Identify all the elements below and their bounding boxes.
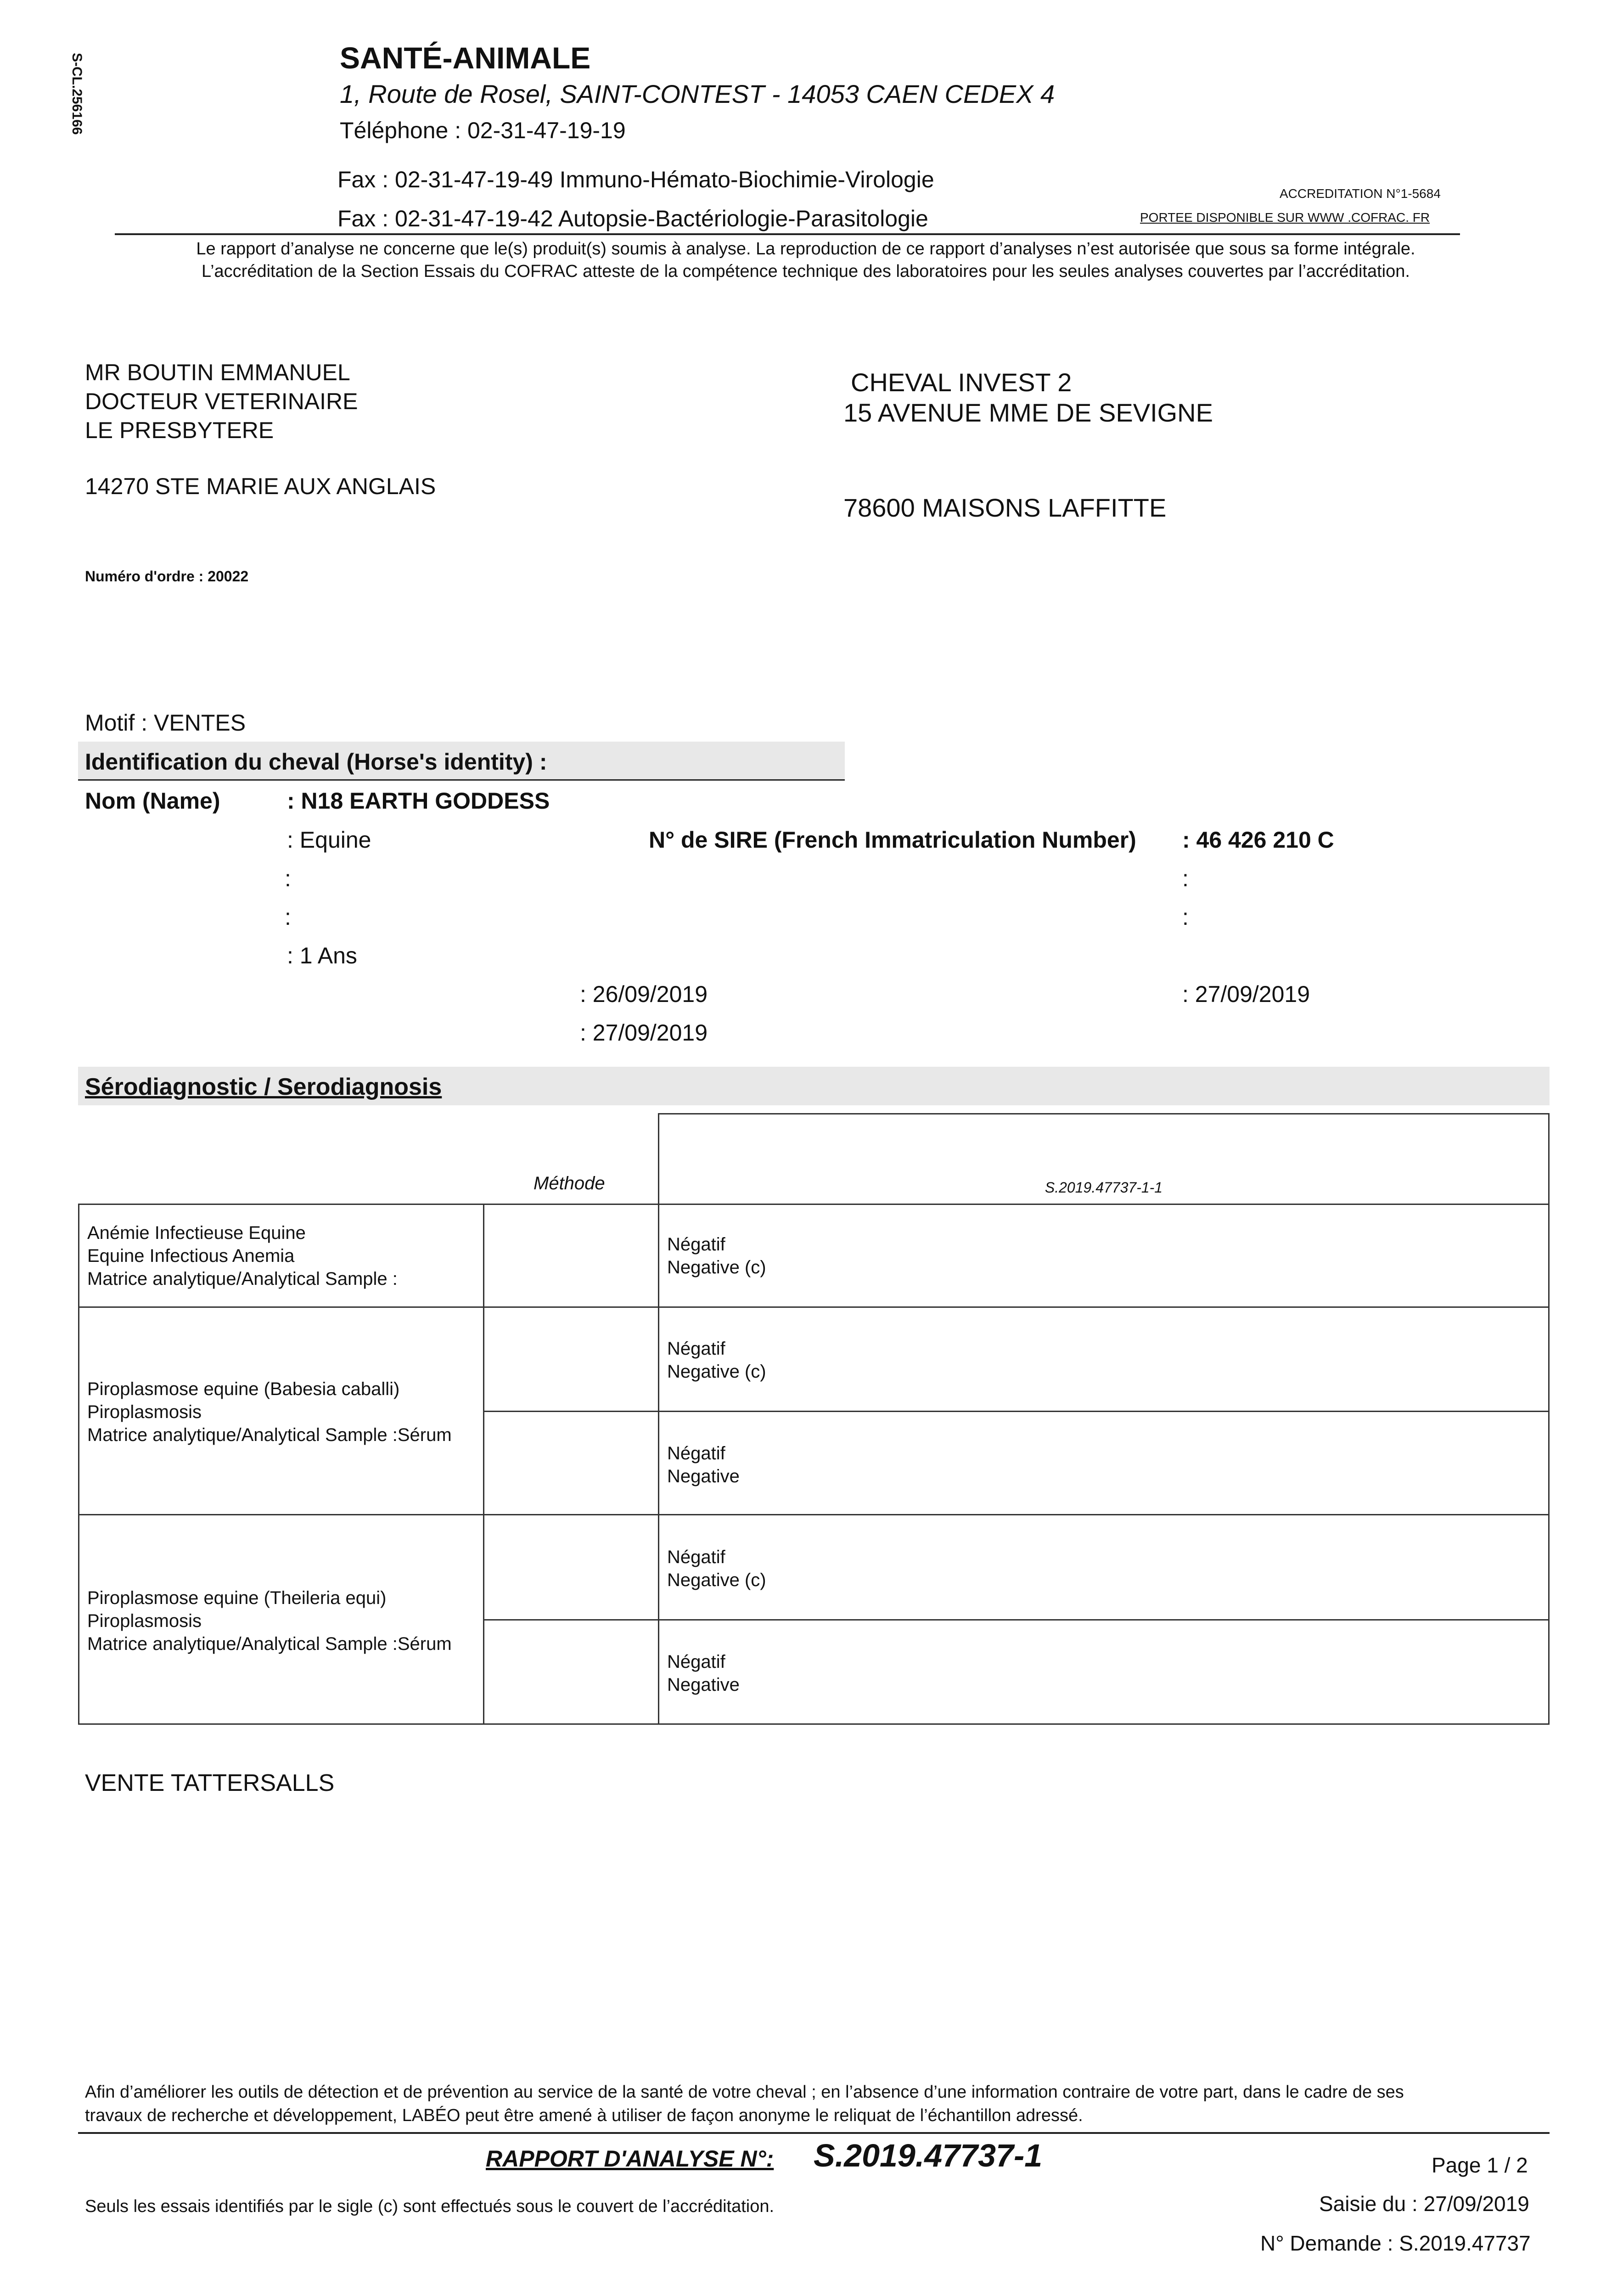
method-cell: [483, 1619, 659, 1725]
order-number: Numéro d'ordre : 20022: [85, 568, 249, 585]
age: : 1 Ans: [287, 943, 357, 968]
test-description: [87, 1378, 452, 1446]
field-colon: :: [285, 866, 291, 891]
request-number: N° Demande : S.2019.47737: [1260, 2231, 1531, 2255]
field-colon: :: [1182, 904, 1189, 930]
methode-header: Méthode: [534, 1173, 605, 1193]
result-cell: [658, 1619, 1550, 1725]
field-colon: :: [1182, 866, 1189, 891]
serodiagnostic-title: Sérodiagnostic / Serodiagnosis: [85, 1074, 442, 1100]
method-cell: [483, 1306, 659, 1412]
test-result: [667, 1442, 740, 1488]
result-fr: Négatif: [667, 1339, 725, 1359]
result-cell: [658, 1204, 1550, 1308]
page-number: Page 1 / 2: [1432, 2153, 1528, 2177]
sire-number: : 46 426 210 C: [1182, 827, 1334, 853]
result-en: Negative: [667, 1466, 740, 1486]
result-en: Negative (c): [667, 1257, 766, 1277]
test-result: [667, 1650, 740, 1696]
header-divider: [115, 233, 1460, 235]
recipient-line: CHEVAL INVEST 2: [851, 368, 1072, 397]
date-field: : 27/09/2019: [580, 1020, 708, 1046]
identification-underline: [78, 779, 845, 781]
result-fr: Négatif: [667, 1652, 725, 1672]
test-result: [667, 1546, 766, 1592]
test-line: Piroplasmosis: [87, 1611, 202, 1631]
recipient-line: 78600 MAISONS LAFFITTE: [843, 493, 1167, 522]
date-field: : 27/09/2019: [1182, 981, 1310, 1007]
entry-date: Saisie du : 27/09/2019: [1319, 2192, 1529, 2216]
test-line: Matrice analytique/Analytical Sample :: [87, 1269, 398, 1289]
sale-comment: VENTE TATTERSALLS: [85, 1770, 335, 1796]
identification-title: Identification du cheval (Horse's identity) :: [85, 749, 547, 775]
result-fr: Négatif: [667, 1547, 725, 1567]
lab-address: 1, Route de Rosel, SAINT-CONTEST - 14053 CAEN CEDEX 4: [340, 79, 1055, 108]
result-fr: Négatif: [667, 1234, 725, 1255]
result-en: Negative: [667, 1675, 740, 1695]
species: : Equine: [287, 827, 371, 853]
test-result: [667, 1337, 766, 1383]
lab-fax-2: Fax : 02-31-47-19-42 Autopsie-Bactériologie-Parasitologie: [337, 206, 928, 231]
report-number: S.2019.47737-1: [814, 2138, 1043, 2173]
sender-line: DOCTEUR VETERINAIRE: [85, 388, 358, 414]
footer-note: Afin d’améliorer les outils de détection et de prévention au service de la santé de votre cheval ; en l’absence d’une information contraire de votre part, dans le cadre de ses: [85, 2082, 1404, 2102]
report-label: RAPPORT D'ANALYSE N°:: [486, 2146, 774, 2172]
result-en: Negative (c): [667, 1362, 766, 1382]
sire-label: N° de SIRE (French Immatriculation Number): [649, 827, 1136, 853]
test-line: Piroplasmose equine (Babesia caballi): [87, 1379, 400, 1399]
sender-line: LE PRESBYTERE: [85, 417, 274, 443]
lab-fax-1: Fax : 02-31-47-19-49 Immuno-Hémato-Biochimie-Virologie: [337, 167, 934, 192]
sender-line: MR BOUTIN EMMANUEL: [85, 360, 350, 385]
date-field: : 26/09/2019: [580, 981, 708, 1007]
recipient-line: 15 AVENUE MME DE SEVIGNE: [843, 398, 1213, 427]
cofrac-link[interactable]: PORTEE DISPONIBLE SUR WWW .COFRAC. FR: [1140, 210, 1430, 225]
sample-id: S.2019.47737-1-1: [1045, 1179, 1163, 1196]
result-fr: Négatif: [667, 1443, 725, 1463]
legal-notice-1: Le rapport d’analyse ne concerne que le(s) produit(s) soumis à analyse. La reproduction de ce rapport d’analyses n’est autorisée que sous sa forme intégrale.: [196, 239, 1415, 259]
method-cell: [483, 1411, 659, 1515]
test-line: Anémie Infectieuse Equine: [87, 1223, 306, 1243]
footer-divider: [78, 2132, 1550, 2134]
test-line: Matrice analytique/Analytical Sample :Sérum: [87, 1634, 452, 1654]
horse-name: : N18 EARTH GODDESS: [287, 788, 550, 814]
method-cell: [483, 1514, 659, 1621]
test-line: Equine Infectious Anemia: [87, 1246, 295, 1266]
result-cell: [658, 1411, 1550, 1515]
field-colon: :: [285, 904, 291, 930]
motif: Motif : VENTES: [85, 710, 246, 736]
method-cell: [483, 1204, 659, 1308]
result-cell: [658, 1306, 1550, 1412]
side-reference: S-CL.256166: [69, 53, 84, 135]
legal-notice-2: L’accréditation de la Section Essais du COFRAC atteste de la compétence technique des laboratoires pour les seules analyses couvertes par l’accréditation.: [202, 262, 1410, 281]
test-description: [87, 1221, 398, 1290]
test-description: [87, 1587, 452, 1655]
sender-line: 14270 STE MARIE AUX ANGLAIS: [85, 473, 436, 499]
footer-note: travaux de recherche et développement, LABÉO peut être amené à utiliser de façon anonyme le reliquat de l’échantillon adressé.: [85, 2106, 1083, 2125]
accreditation-number: ACCREDITATION N°1-5684: [1280, 186, 1441, 201]
test-line: Piroplasmose equine (Theileria equi): [87, 1588, 387, 1608]
result-cell: [658, 1514, 1550, 1621]
lab-phone: Téléphone : 02-31-47-19-19: [340, 118, 626, 143]
name-label: Nom (Name): [85, 788, 220, 814]
result-en: Negative (c): [667, 1570, 766, 1590]
test-result: [667, 1233, 766, 1279]
accreditation-note: Seuls les essais identifiés par le sigle (c) sont effectués sous le couvert de l’accréditation.: [85, 2197, 775, 2216]
lab-name: SANTÉ-ANIMALE: [340, 41, 591, 75]
test-line: Matrice analytique/Analytical Sample :Sérum: [87, 1425, 452, 1445]
test-line: Piroplasmosis: [87, 1402, 202, 1422]
